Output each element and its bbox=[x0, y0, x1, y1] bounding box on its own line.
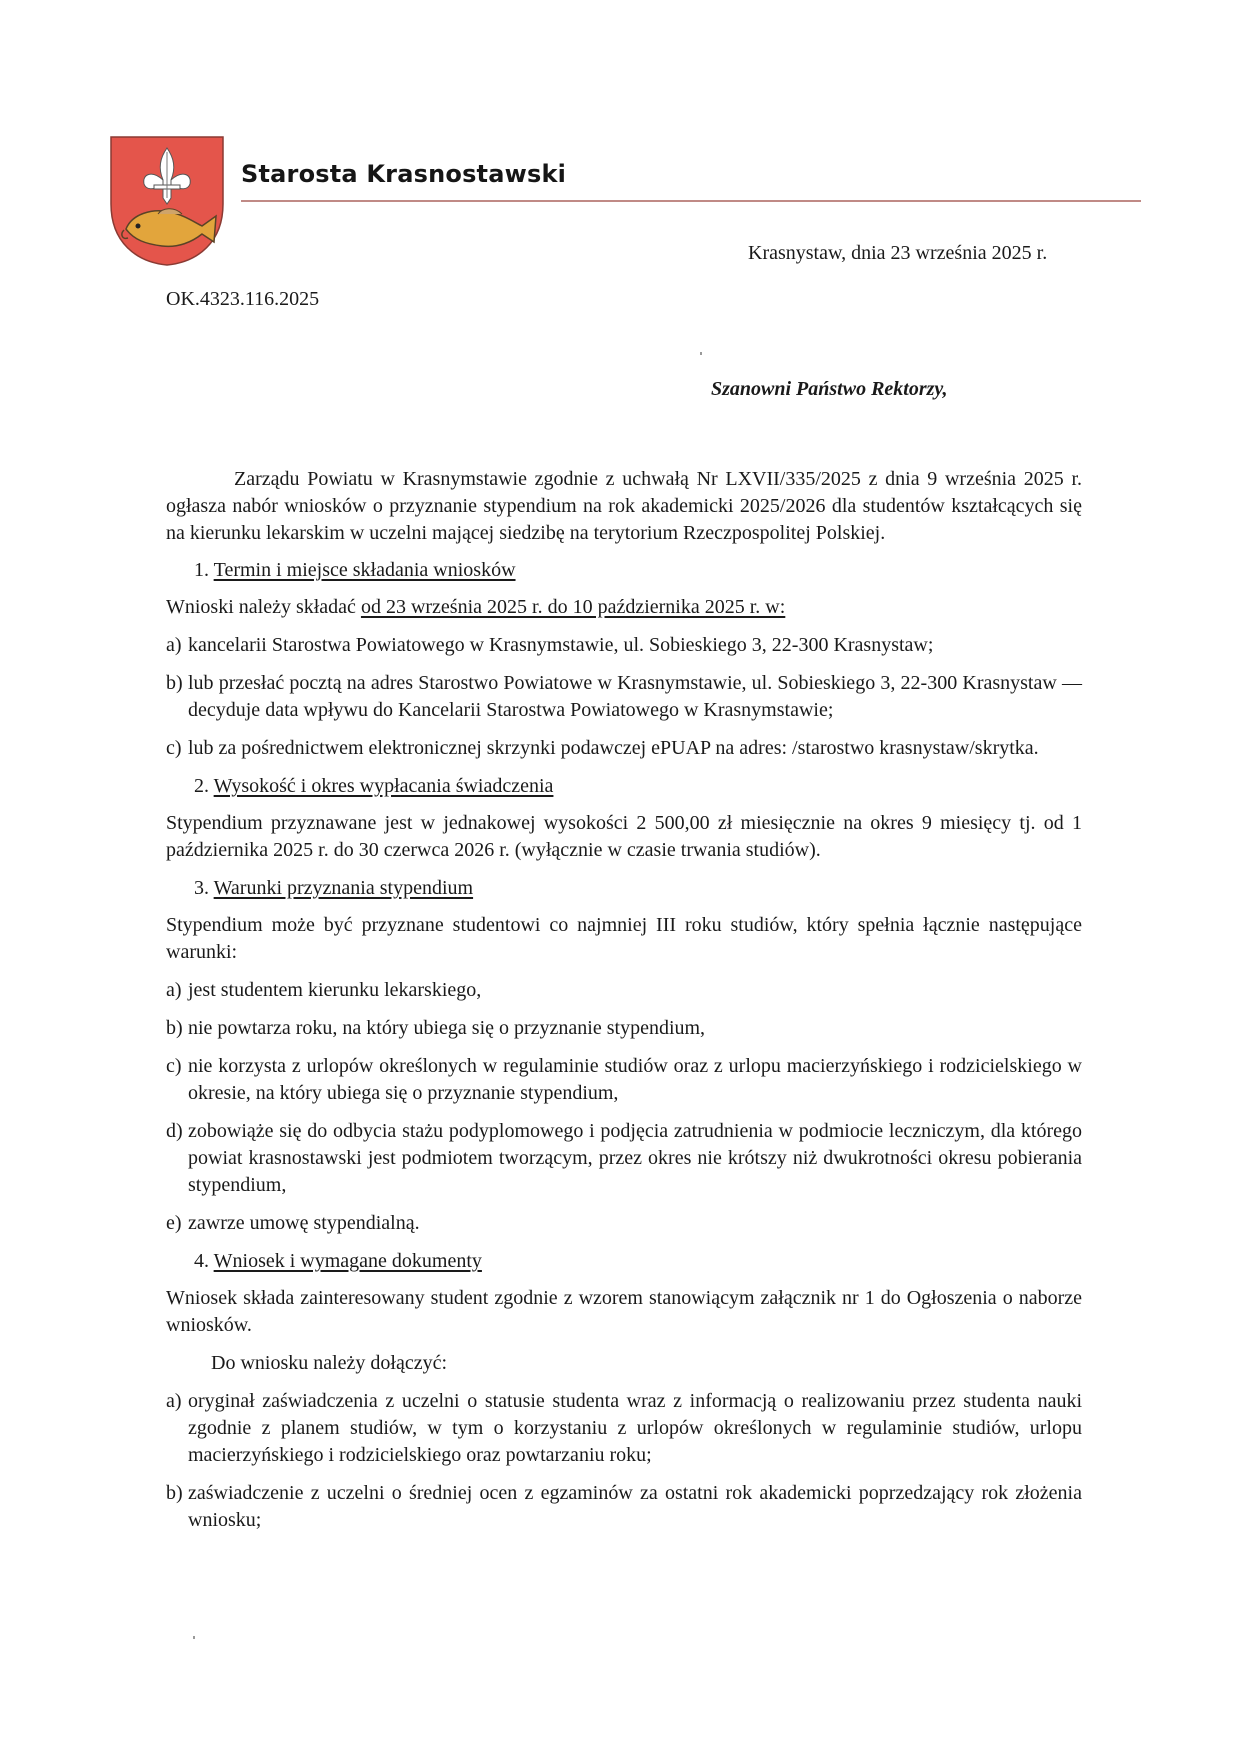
list-marker: b) bbox=[166, 1017, 183, 1039]
section-paragraph: Wniosek składa zainteresowany student zgodnie z wzorem stanowiącym załącznik nr 1 do Ogłoszenia o naborze wniosków. bbox=[166, 1287, 1082, 1336]
section-title: Wniosek i wymagane dokumenty bbox=[213, 1250, 482, 1272]
list-item-text: nie korzysta z urlopów określonych w regulaminie studiów oraz z urlopu macierzyńskiego i rodzicielskiego w okresie, na który ubiega się o przyznanie stypendium, bbox=[188, 1055, 1082, 1104]
lead-text: Wnioski należy składać bbox=[166, 596, 361, 618]
section-heading bbox=[166, 557, 1082, 584]
section-heading bbox=[166, 875, 1082, 902]
section-number: 3. bbox=[194, 877, 209, 899]
list-item-text: nie powtarza roku, na który ubiega się o przyznanie stypendium, bbox=[188, 1017, 706, 1039]
scan-artifact bbox=[700, 352, 702, 355]
list-marker: e) bbox=[166, 1212, 182, 1234]
section-paragraph: Stypendium może być przyznane studentowi co najmniej III roku studiów, który spełnia łącznie następujące warunki: bbox=[166, 914, 1082, 963]
section-paragraph: Stypendium przyznawane jest w jednakowej wysokości 2 500,00 zł miesięcznie na okres 9 miesięcy tj. od 1 października 2025 r. do 30 czerwca 2026 r. (wyłącznie w czasie trwania studiów). bbox=[166, 812, 1082, 861]
list-marker: a) bbox=[166, 1390, 182, 1412]
section-title: Wysokość i okres wypłacania świadczenia bbox=[213, 775, 554, 797]
list-item bbox=[166, 1118, 1082, 1199]
section-number: 1. bbox=[194, 559, 209, 581]
list-item-text: lub za pośrednictwem elektronicznej skrzynki podawczej ePUAP na adres: /starostwo krasnystaw/skrytka. bbox=[188, 737, 1039, 759]
list-marker: a) bbox=[166, 979, 182, 1001]
intro-paragraph: Zarządu Powiatu w Krasnymstawie zgodnie z uchwałą Nr LXVII/335/2025 z dnia 9 września 2025 r. ogłasza nabór wniosków o przyznanie stypendium na rok akademicki 2025/2026 dla studentów kształcących się na kierunku lekarskim w uczelni mającej siedzibę na terytorium Rzeczpospolitej Polskiej. bbox=[166, 468, 1082, 544]
list-item bbox=[166, 1480, 1082, 1534]
list-marker: b) bbox=[166, 672, 183, 694]
list-item bbox=[166, 1388, 1082, 1469]
list-item-text: kancelarii Starostwa Powiatowego w Krasnymstawie, ul. Sobieskiego 3, 22-300 Krasnystaw; bbox=[188, 634, 934, 656]
list-item-text: zawrze umowę stypendialną. bbox=[188, 1212, 420, 1234]
section-heading bbox=[166, 773, 1082, 800]
list-item-text: zaświadczenie z uczelni o średniej ocen z egzaminów za ostatni rok akademicki poprzedzający rok złożenia wniosku; bbox=[188, 1482, 1082, 1531]
list-item-text: jest studentem kierunku lekarskiego, bbox=[188, 979, 482, 1001]
list-item bbox=[166, 977, 1082, 1004]
list-item-text: oryginał zaświadczenia z uczelni o statusie studenta wraz z informacją o realizowaniu przez studenta nauki zgodnie z planem studiów, w tym o korzystaniu z urlopów określonych w regulaminie studiów, urlopu macierzyńskiego i rodzicielskiego oraz powtarzaniu roku; bbox=[188, 1390, 1082, 1466]
list-marker: b) bbox=[166, 1482, 183, 1504]
attachments-intro: Do wniosku należy dołączyć: bbox=[211, 1352, 448, 1374]
list-item bbox=[166, 1210, 1082, 1237]
list-marker: c) bbox=[166, 737, 182, 759]
list-item bbox=[166, 670, 1082, 724]
section-title: Termin i miejsce składania wniosków bbox=[213, 559, 516, 581]
list-marker: c) bbox=[166, 1055, 182, 1077]
list-item bbox=[166, 1053, 1082, 1107]
scan-artifact bbox=[193, 1636, 195, 1639]
list-marker: d) bbox=[166, 1120, 183, 1142]
section-lead bbox=[166, 594, 1082, 621]
section-heading bbox=[166, 1248, 1082, 1275]
section-title: Warunki przyznania stypendium bbox=[213, 877, 474, 899]
list-item-text: lub przesłać pocztą na adres Starostwo Powiatowe w Krasnymstawie, ul. Sobieskiego 3, 22-300 Krasnystaw — decyduje data wpływu do Kancelarii Starostwa Powiatowego w Krasnymstawie; bbox=[188, 672, 1082, 721]
list-marker: a) bbox=[166, 634, 182, 656]
reference-number: OK.4323.116.2025 bbox=[166, 288, 320, 310]
place-and-date: Krasnystaw, dnia 23 września 2025 r. bbox=[748, 242, 1048, 264]
section-number: 2. bbox=[194, 775, 209, 797]
list-item-text: zobowiąże się do odbycia stażu podyplomowego i podjęcia zatrudnienia w podmiocie leczniczym, dla którego powiat krasnostawski jest podmiotem tworzącym, przez okres nie krótszy niż dwukrotności okresu pobierania stypendium, bbox=[188, 1120, 1082, 1196]
list-item bbox=[166, 735, 1082, 762]
salutation: Szanowni Państwo Rektorzy, bbox=[711, 378, 948, 400]
organization-name: Starosta Krasnostawski bbox=[241, 160, 567, 188]
header-divider bbox=[241, 200, 1141, 202]
list-item bbox=[166, 1015, 1082, 1042]
list-item bbox=[166, 632, 1082, 659]
letter-body bbox=[166, 466, 1082, 1545]
section-number: 4. bbox=[194, 1250, 209, 1272]
deadline-text: od 23 września 2025 r. do 10 października 2025 r. w: bbox=[360, 596, 786, 618]
coat-of-arms-icon bbox=[108, 134, 226, 268]
